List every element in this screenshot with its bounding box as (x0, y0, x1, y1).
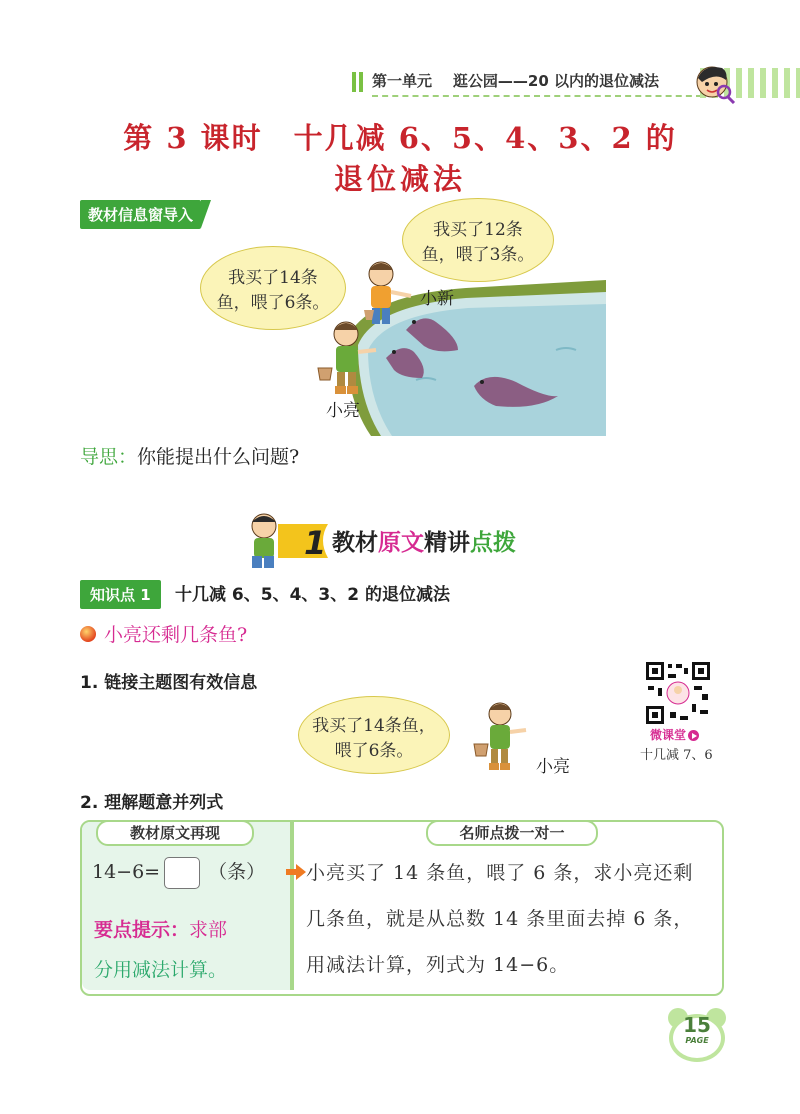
answer-box (164, 857, 200, 889)
section-1-text-a: 教材 (332, 530, 378, 556)
step-1-heading: 1. 链接主题图有效信息 (80, 673, 258, 693)
section-1-heading (332, 524, 516, 557)
section-1-badge (238, 510, 330, 572)
arrow-right-icon (284, 862, 308, 882)
page-label: PAGE (685, 1036, 709, 1045)
bubble-line: 鱼，喂了6条。 (216, 293, 330, 313)
section-1-number: 1 (304, 524, 327, 562)
panel-right-tab: 名师点拨一对一 (426, 820, 598, 846)
qr-code-icon[interactable] (644, 660, 712, 726)
bubble-line: 我买了14条 (228, 268, 318, 288)
name-xiaoxin: 小新 (420, 289, 454, 309)
guide-text: 你能提出什么问题? (137, 446, 300, 468)
section-1-text-c: 精讲 (424, 530, 470, 556)
key-point-tip (94, 910, 294, 990)
panel-left-tab: 教材原文再现 (96, 820, 254, 846)
micro-class-text: 微课堂 (650, 728, 687, 742)
xiaoliang-figure (470, 700, 530, 776)
running-header (372, 70, 659, 91)
step-2-heading: 2. 理解题意并列式 (80, 793, 224, 813)
tip-body: 求部 (189, 919, 228, 941)
lesson-title-line1: 第 3 课时 十几减 6、5、4、3、2 的 (123, 121, 677, 155)
question-text: 小亮还剩几条鱼? (104, 624, 248, 646)
equation-left: 14−6= (92, 861, 161, 883)
header-bars (352, 72, 364, 92)
section-1-text-d: 点拨 (470, 530, 516, 556)
bubble-line: 我买了12条 (433, 220, 523, 240)
section-1-text-b: 原文 (378, 530, 424, 556)
header-unit: 第一单元 (372, 72, 433, 90)
play-icon (688, 730, 699, 741)
name-xiaoliang: 小亮 (326, 401, 360, 421)
speech-bubble-xiaoliang (200, 246, 346, 330)
header-rule (372, 95, 702, 97)
teacher-explanation: 小亮买了 14 条鱼，喂了 6 条，求小亮还剩几条鱼，就是从总数 14 条里面去掉 6 条，用减法计算，列式为 14−6。 (306, 862, 694, 976)
tip-label: 要点提示： (94, 919, 190, 941)
speech-bubble-step1 (298, 696, 450, 774)
question-bullet-icon (80, 626, 96, 642)
lesson-title-line2: 退位减法 (333, 162, 466, 196)
guide-question (80, 442, 299, 469)
intro-section-tag: 教材信息窗导入 (80, 200, 201, 229)
equation-unit: （条） (208, 861, 266, 883)
speech-bubble-xiaoxin (402, 198, 554, 282)
micro-class-label[interactable] (650, 726, 699, 743)
micro-class-caption: 十几减 7、6 (640, 748, 713, 763)
tip-body-2: 分用减法计算。 (94, 959, 228, 981)
bubble-line: 鱼，喂了3条。 (421, 245, 535, 265)
knowledge-point-title: 十几减 6、5、4、3、2 的退位减法 (175, 585, 450, 605)
header-topic: 逛公园——20 以内的退位减法 (452, 72, 660, 90)
bubble-line: 喂了6条。 (334, 741, 414, 761)
page-number: 15 (683, 1013, 711, 1037)
equation (92, 857, 265, 889)
character-name: 小亮 (536, 757, 570, 777)
guide-label: 导思： (80, 446, 138, 468)
knowledge-point-tag: 知识点 1 (80, 580, 161, 609)
bubble-line: 我买了14条鱼， (312, 716, 436, 736)
mascot-head-icon (694, 62, 736, 104)
